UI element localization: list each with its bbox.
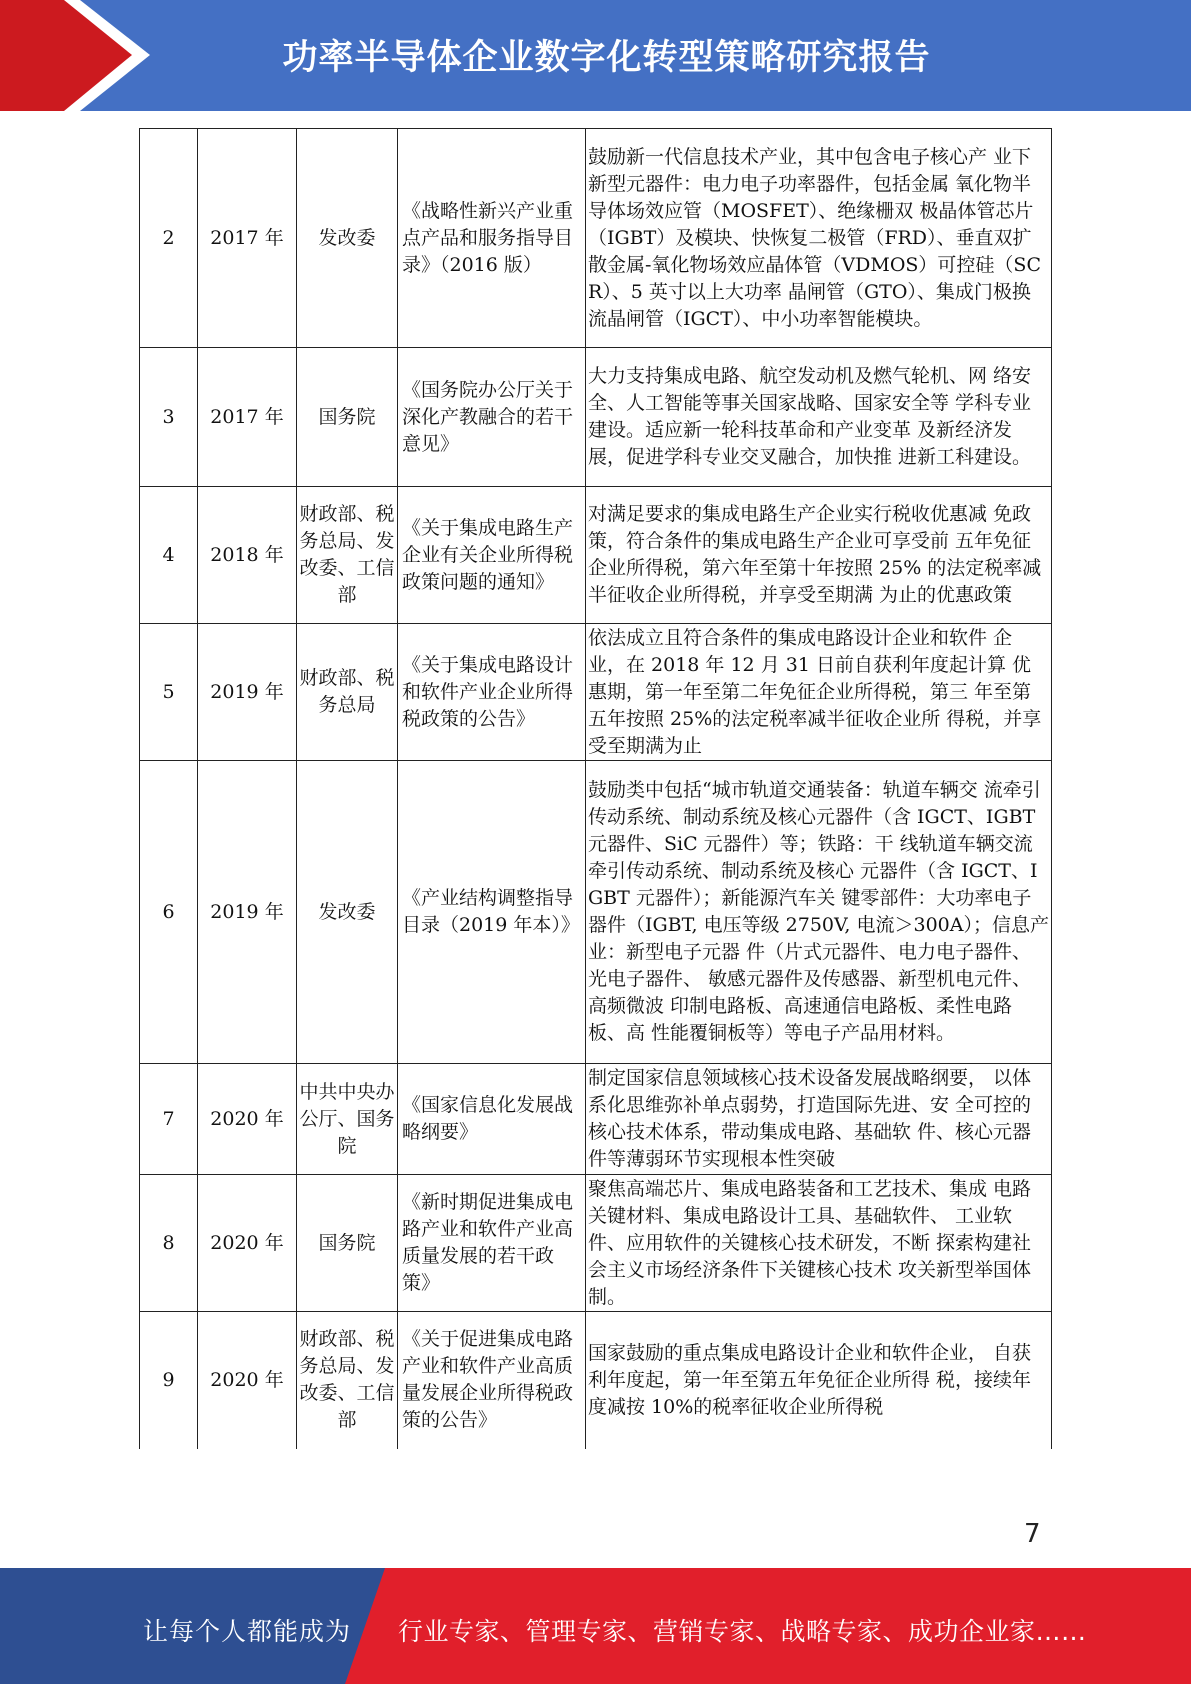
row-content: 大力支持集成电路、航空发动机及燃气轮机、网 络安全、人工智能等事关国家战略、国家安全等 学科专业建设。适应新一轮科技革命和产业变革 及新经济发展，促进学科专业交叉融合，加快推 进新工科建设。 — [586, 348, 1052, 487]
row-department: 财政部、税务总局、发改委、工信部 — [297, 1312, 398, 1449]
row-document-title: 《关于集成电路生产企业有关企业所得税政策问题的通知》 — [398, 487, 586, 624]
row-number: 6 — [140, 761, 198, 1064]
table-row — [140, 1175, 1052, 1312]
row-year: 2020 年 — [198, 1064, 297, 1175]
footer-slogan-left: 让每个人都能成为 — [143, 1617, 352, 1646]
header-banner — [0, 0, 1191, 111]
table-row — [140, 624, 1052, 761]
footer-banner — [0, 1568, 1191, 1684]
row-year: 2020 年 — [198, 1312, 297, 1449]
row-document-title: 《产业结构调整指导目录（2019 年本）》 — [398, 761, 586, 1064]
row-number: 3 — [140, 348, 198, 487]
row-department: 发改委 — [297, 129, 398, 348]
row-document-title: 《国家信息化发展战略纲要》 — [398, 1064, 586, 1175]
row-year: 2018 年 — [198, 487, 297, 624]
row-year: 2017 年 — [198, 348, 297, 487]
row-document-title: 《关于促进集成电路产业和软件产业高质量发展企业所得税政策的公告》 — [398, 1312, 586, 1449]
row-content: 对满足要求的集成电路生产企业实行税收优惠减 免政策，符合条件的集成电路生产企业可享受前 五年免征企业所得税，第六年至第十年按照 25% 的法定税率减半征收企业所得税，并享受至期满 为止的优惠政策 — [586, 487, 1052, 624]
table-row — [140, 129, 1052, 348]
row-year: 2019 年 — [198, 624, 297, 761]
row-number: 5 — [140, 624, 198, 761]
row-content: 依法成立且符合条件的集成电路设计企业和软件 企业，在 2018 年 12 月 31 日前自获利年度起计算 优惠期，第一年至第二年免征企业所得税，第三 年至第五年按照 25%的法定税率减半征收企业所 得税，并享受至期满为止 — [586, 624, 1052, 761]
table-row — [140, 761, 1052, 1064]
row-document-title: 《新时期促进集成电路产业和软件产业高质量发展的若干政策》 — [398, 1175, 586, 1312]
row-content: 鼓励类中包括“城市轨道交通装备：轨道车辆交 流牵引传动系统、制动系统及核心元器件（含 IGCT、IGBT 元器件、SiC 元器件）等；铁路：干 线轨道车辆交流牵引传动系统、制动系统及核心 元器件（含 IGCT、IGBT 元器件）；新能源汽车关 键零部件：大功率电子器件（IGBT, 电压等级 2750V, 电流＞300A）；信息产业：新型电子元器 件（片式元器件、电力电子器件、光电子器件、 敏感元器件及传感器、新型机电元件、高频微波 印制电路板、高速通信电路板、柔性电路板、高 性能覆铜板等）等电子产品用材料。 — [586, 761, 1052, 1064]
row-content: 鼓励新一代信息技术产业，其中包含电子核心产 业下新型元器件：电力电子功率器件，包括金属 氧化物半导体场效应管（MOSFET）、绝缘栅双 极晶体管芯片（IGBT）及模块、快恢复二极管（FRD）、垂直双扩散金属-氧化物场效应晶体管（VDMOS）可控硅（SCR）、5 英寸以上大功率 晶闸管（GTO）、集成门极换流晶闸管（IGCT）、中小功率智能模块。 — [586, 129, 1052, 348]
row-department: 中共中央办公厅、国务院 — [297, 1064, 398, 1175]
row-content: 国家鼓励的重点集成电路设计企业和软件企业， 自获利年度起，第一年至第五年免征企业所得 税，接续年度减按 10%的税率征收企业所得税 — [586, 1312, 1052, 1449]
row-number: 2 — [140, 129, 198, 348]
table-row — [140, 1312, 1052, 1449]
table-row — [140, 1064, 1052, 1175]
row-document-title: 《战略性新兴产业重点产品和服务指导目录》（2016 版） — [398, 129, 586, 348]
row-department: 国务院 — [297, 348, 398, 487]
row-department: 财政部、税务总局、发改委、工信部 — [297, 487, 398, 624]
row-number: 7 — [140, 1064, 198, 1175]
row-content: 制定国家信息领域核心技术设备发展战略纲要， 以体系化思维弥补单点弱势，打造国际先进、安 全可控的核心技术体系，带动集成电路、基础软 件、核心元器件等薄弱环节实现根本性突破 — [586, 1064, 1052, 1175]
row-document-title: 《关于集成电路设计和软件产业企业所得税政策的公告》 — [398, 624, 586, 761]
row-content: 聚焦高端芯片、集成电路装备和工艺技术、集成 电路关键材料、集成电路设计工具、基础软件、 工业软件、应用软件的关键核心技术研发，不断 探索构建社会主义市场经济条件下关键核心技术 攻关新型举国体制。 — [586, 1175, 1052, 1312]
row-year: 2020 年 — [198, 1175, 297, 1312]
row-year: 2019 年 — [198, 761, 297, 1064]
row-department: 发改委 — [297, 761, 398, 1064]
row-year: 2017 年 — [198, 129, 297, 348]
table-row — [140, 487, 1052, 624]
row-number: 4 — [140, 487, 198, 624]
table-row — [140, 348, 1052, 487]
page-number: 7 — [1024, 1519, 1041, 1549]
row-department: 国务院 — [297, 1175, 398, 1312]
footer-slogan-right: 行业专家、管理专家、营销专家、战略专家、成功企业家…… — [398, 1617, 1087, 1646]
row-number: 9 — [140, 1312, 198, 1449]
row-document-title: 《国务院办公厅关于深化产教融合的若干意见》 — [398, 348, 586, 487]
row-number: 8 — [140, 1175, 198, 1312]
row-department: 财政部、税务总局 — [297, 624, 398, 761]
policy-table — [139, 128, 1052, 1449]
report-title: 功率半导体企业数字化转型策略研究报告 — [282, 38, 931, 78]
